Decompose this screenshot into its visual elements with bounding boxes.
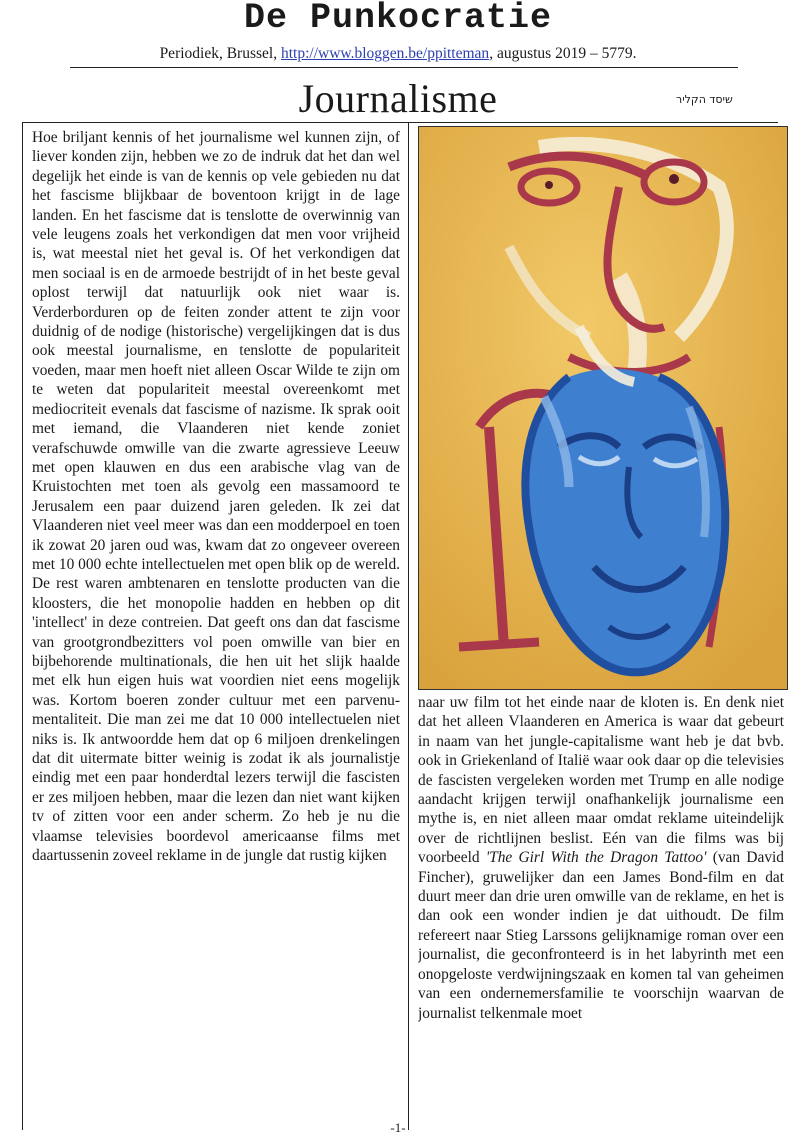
article-left-column (32, 128, 400, 1126)
blog-link[interactable]: http://www.bloggen.be/ppitteman (280, 45, 490, 62)
painting-image (419, 127, 787, 689)
section-title: Journalisme (298, 76, 498, 121)
article-paragraph-left: Hoe briljant kennis of het journalisme wel kunnen zijn, of liever konden zijn, hebben we zo de indruk dat het dan wel degelijk het einde is van de kennis op vele gebieden nu dat het fascisme blijkbaar de boventoon krijgt in de lage landen. En het fascisme dat is tenslotte de overwinnig van vele leugens zoals het verkondigen dat men voor vrijheid is, wat meestal niet het geval is. Of het verkondigen dat men sociaal is en de armoede bestrijdt of in het beste geval oplost terwijl dat natuurlijk ook niet waar is. Verderborduren op de feiten zonder attent te zijn voor duidnig of de nodige (historische) vergelijkingen dat is dus ook meestal journalisme, en tenslotte de populariteit voeden, maar men hoeft niet alleen Oscar Wilde te zijn om te weten dat populariteit meestal overeenkomt met mediocriteit evenals dat fascisme of nazisme. Ik sprak ooit met iemand, die Vlaanderen niet kende zoniet verafschuwde omwille van die zwarte agressieve Leeuw met open klauwen en dus een arabische vlag van de Kruistochten met toen als gevolg een massamoord te Jerusalem een paar duizend jaren geleden. Ik zei dat Vlaanderen niet veel meer was dan een modderpoel en toen ik zowat 20 jaren oud was, kwam dat zo ongeveer overeen met 10 000 echte intellectuelen met open blik op de wereld. De rest waren ambtenaren en tenslotte producten van die kloosters, die het monopolie hadden en hebben op dit 'intellect' in deze contreien. Dat geeft ons dan dat fascisme van grootgrondbezitters vol poen omwille van bier en bijbehorende multinationals, die hen uit het slijk haalde met elk hun eigen huis wat voordien niet eens mogelijk was. Kortom boeren zonder cultuur met een parvenu-mentaliteit. Die man zei me dat 10 000 intellectuelen niet niks is. Ik antwoordde hem dat op 6 miljoen drenkelingen dat dit uitermate bitter weinig is zodat ik als journalistje eindig met een paar honderdtal lezers terwijl die fascisten er zes miljoen hebben, maar die lezen dan niet want kijken tv of zitten voor een ander scherm. Zo heb je nu die vlaamse televisies boordevol americaanse films met daartussenin zoveel reklame in de jungle dat rustig kijken (32, 129, 400, 865)
masthead-rule (70, 67, 738, 68)
page-number: -1- (390, 1120, 406, 1135)
article-frame-top (22, 122, 778, 123)
article-paragraph-right (418, 693, 784, 1023)
newspaper-title: De Punkocratie (243, 0, 553, 38)
right-text-part-2: (van David Fincher), gruwelijker dan een James Bond-film en dat duurt meer dan drie uren omwille van de reklame, en het is dan ook een wonder indien je dat uithoudt. De film refereert naar Stieg Larssons gelijknamige roman over een journalist, die geconfronteerd is in het labyrinth met een onopgeloste verdwijningszaak en komen tal van geheimen van een ondernemersfamilie te voorschijn waarvan de journalist telkenmale moet (418, 849, 784, 1022)
masthead-subtitle (0, 44, 796, 64)
hebrew-note: שיסד הקליר (676, 93, 733, 106)
film-title: 'The Girl With the Dragon Tattoo' (485, 849, 707, 867)
subtitle-suffix: , augustus 2019 – 5779. (489, 45, 637, 62)
right-text-part-1: naar uw film tot het einde naar de kloten is. En denk niet dat het alleen Vlaanderen en America is waar dat gebeurt in naam van het jungle-capitalisme want heb je dat bvb. ook in Griekenland of Italië waar ook daar op die televisies de fascisten vergeleken worden met Trump en alle nodige aandacht krijgen terwijl onafhankelijk journalisme een mythe is, en niet alleen maar omdat reklame uiteindelijk over de richtlijnen beslist. Eén van die films was bij voorbeeld (418, 694, 784, 867)
column-divider (408, 122, 409, 1130)
article-frame-left (22, 122, 23, 1130)
article-right-column (418, 693, 784, 1133)
subtitle-prefix: Periodiek, Brussel, (159, 45, 281, 62)
painting-illustration (418, 126, 788, 690)
